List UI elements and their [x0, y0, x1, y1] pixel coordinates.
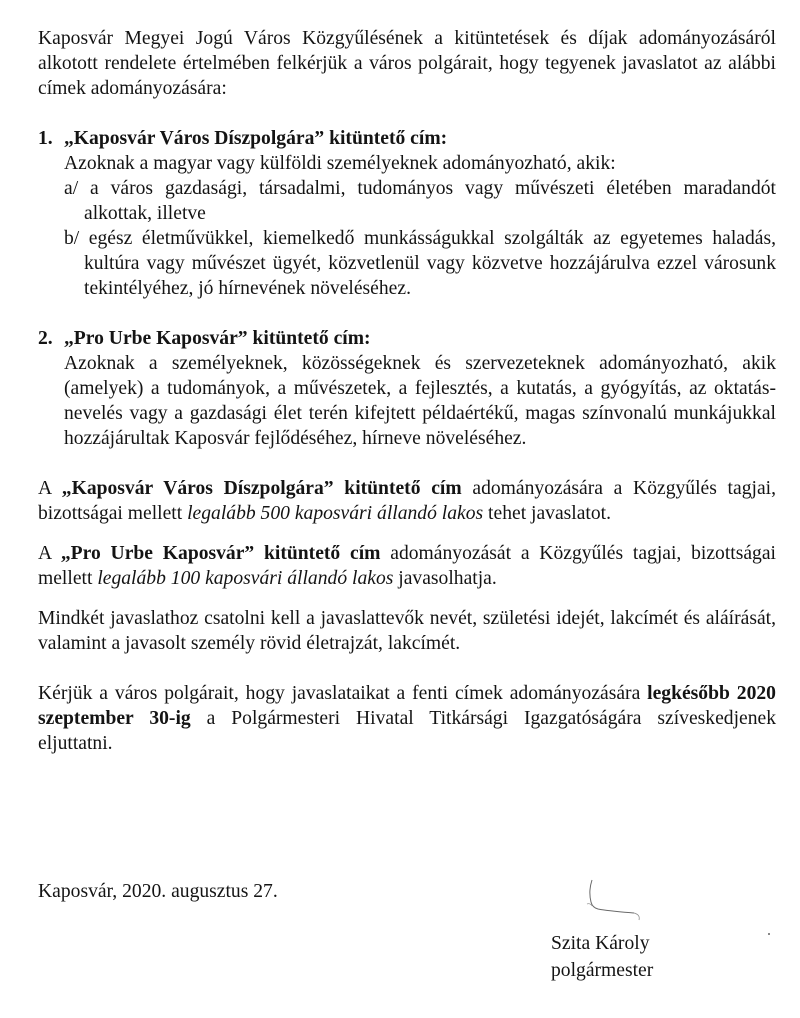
item-1-sub-b: b/ egész életművükkel, kiemelkedő munkásságukkal szolgálták az egyetemes haladás, kultúra vagy művészet ügyét, közvetlenül vagy közvetve hozzájárulva ezzel városunk tekintélyéhez, jó hírnevének növeléséhez.: [64, 228, 776, 299]
intro-paragraph: Kaposvár Megyei Jogú Város Közgyűlésének a kitüntetések és díjak adományozásáról alkotott rendelete értelmében felkérjük a város polgárait, hogy tegyenek javaslatot az alábbi címek adományozására:: [38, 28, 776, 99]
pro-urbe-title-bold: „Pro Urbe Kaposvár” kitüntető cím: [60, 543, 381, 564]
item-2-lead: Azoknak a személyeknek, közösségeknek és szervezeteknek adományozható, akik (amelyek) a tudományok, a művészetek, a fejlesztés, a kutatás, a gyógyítás, az oktatás-nevelés vagy a gazdasági élet terén kifejtett példaértékű, magas színvonalú munkájukkal hozzájárultak Kaposvár fejlődéséhez, hírneve növeléséhez.: [64, 353, 776, 449]
item-2-title: „Pro Urbe Kaposvár” kitüntető cím:: [64, 328, 371, 349]
signer-role: polgármester: [551, 960, 654, 981]
signer-name: Szita Károly: [551, 933, 650, 954]
item-1-title: „Kaposvár Város Díszpolgára” kitüntető cím:: [64, 128, 448, 149]
signature-mark: [578, 876, 648, 928]
min-500-residents: legalább 500 kaposvári állandó lakos: [187, 503, 484, 524]
item-2-heading: [38, 326, 776, 351]
date-place: Kaposvár, 2020. augusztus 27.: [38, 881, 278, 902]
scan-speck: [768, 933, 770, 935]
letter-body: [38, 26, 776, 756]
paragraph-diszpolgar-nomination: A „Kaposvár Város Díszpolgára” kitüntető cím adományozására a Közgyűlés tagjai, bizottságai mellett legalább 500 kaposvári állandó lakos tehet javaslatot.: [38, 478, 776, 524]
deadline-bold: legkésőbb 2020 szeptember 30-ig: [38, 683, 776, 729]
item-1-number: 1.: [38, 128, 53, 149]
item-2: [38, 326, 776, 451]
signature-block: [551, 930, 653, 984]
paragraph-deadline: Kérjük a város polgárait, hogy javaslataikat a fenti címek adományozására legkésőbb 2020 szeptember 30-ig a Polgármesteri Hivatal Titkársági Igazgatóságára szíveskedjenek eljuttatni.: [38, 683, 777, 754]
item-1-sub-a: a/ a város gazdasági, társadalmi, tudományos vagy művészeti életében maradandót alkottak, illetve: [64, 178, 776, 224]
item-1-lead: Azoknak a magyar vagy külföldi személyeknek adományozható, akik:: [64, 153, 616, 174]
item-1: [38, 126, 776, 301]
diszpolgar-title-bold: „Kaposvár Város Díszpolgára” kitüntető cím: [61, 478, 462, 499]
paragraph-attachments: Mindkét javaslathoz csatolni kell a javaslattevők nevét, születési idejét, lakcímét és aláírását, valamint a javasolt személy rövid életrajzát, lakcímét.: [38, 608, 776, 654]
paragraph-pro-urbe-nomination: A „Pro Urbe Kaposvár” kitüntető cím adományozását a Közgyűlés tagjai, bizottságai mellett legalább 100 kaposvári állandó lakos javasolhatja.: [38, 543, 776, 589]
item-2-number: 2.: [38, 328, 53, 349]
item-1-heading: [38, 126, 776, 151]
min-100-residents: legalább 100 kaposvári állandó lakos: [97, 568, 394, 589]
